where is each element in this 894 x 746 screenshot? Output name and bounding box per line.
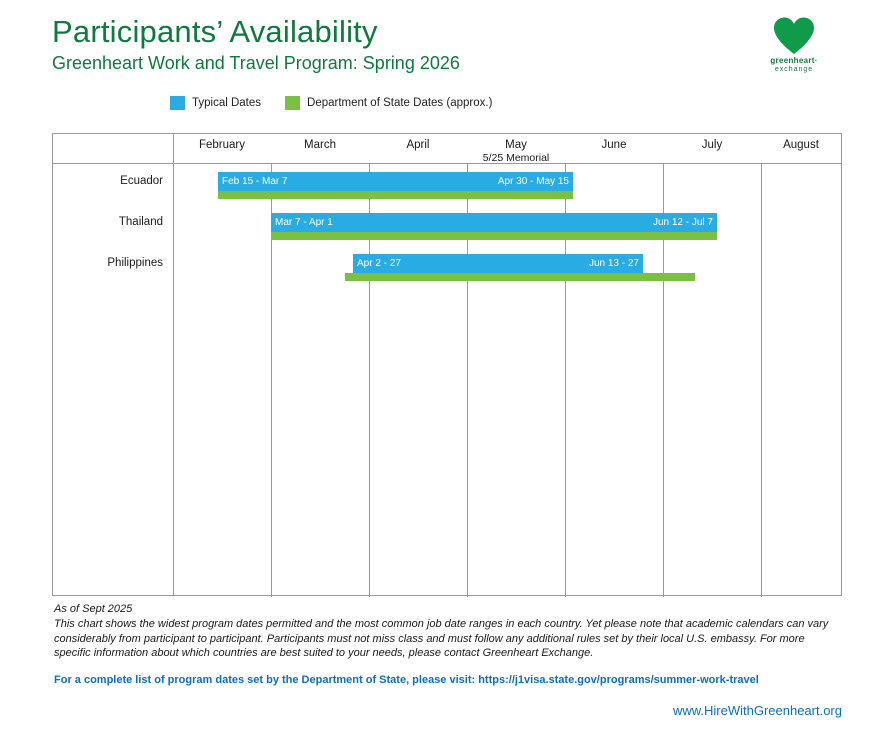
gridline-august — [761, 164, 762, 597]
disclaimer-text: This chart shows the widest program dates permitted and the most common job date ranges in each country. Yet please note that academic calendars can vary considerably from participant to participant. Participants must not miss class and must follow any additional rules set by their local U.S. embassy. For more specific information about which countries are best suited to your needs, please contact Greenheart Exchange. — [54, 618, 829, 659]
bar-dos-thailand — [271, 232, 717, 240]
chart-legend — [170, 96, 510, 110]
column-header-june: June — [601, 139, 627, 151]
bar-start-label-ecuador: Feb 15 - Mar 7 — [222, 176, 288, 187]
availability-gantt-chart — [52, 133, 842, 596]
bar-dos-philippines — [345, 273, 695, 281]
row-label-thailand: Thailand — [118, 216, 163, 228]
chart-footnotes — [54, 602, 844, 687]
page-subtitle: Greenheart Work and Travel Program: Spring 2026 — [52, 53, 460, 73]
page-title: Participants’ Availability — [52, 14, 378, 49]
column-header-february: February — [198, 139, 246, 151]
row-label-ecuador: Ecuador — [120, 175, 163, 187]
bar-start-label-thailand: Mar 7 - Apr 1 — [275, 217, 333, 228]
heart-icon — [746, 16, 842, 56]
bar-end-label-ecuador: Apr 30 - May 15 — [497, 176, 569, 187]
column-header-march: March — [304, 139, 336, 151]
greenheart-logo — [746, 16, 842, 78]
website-link[interactable]: www.HireWithGreenheart.org — [672, 703, 842, 718]
legend-label-typical: Typical Dates — [192, 97, 262, 109]
legend-item-typical — [170, 96, 261, 110]
bar-start-label-philippines: Apr 2 - 27 — [357, 258, 401, 269]
bar-typical-thailand — [271, 213, 717, 232]
bar-end-label-thailand: Jun 12 - Jul 7 — [652, 217, 713, 228]
as-of-date: As of Sept 2025 — [54, 603, 133, 615]
row-label-philippines: Philippines — [107, 257, 163, 269]
column-header-may: May 5/25 Memorial — [467, 134, 565, 164]
legend-swatch-typical — [170, 96, 185, 110]
bar-end-label-philippines: Jun 13 - 27 — [588, 258, 639, 269]
column-header-april: April — [406, 139, 430, 151]
gridline-label-col — [173, 134, 174, 595]
page-header — [52, 14, 842, 84]
bar-typical-philippines — [353, 254, 643, 273]
column-header-may-note: 5/25 Memorial — [482, 152, 550, 164]
logo-brand-name: greenheart· — [770, 56, 818, 65]
logo-brand-subname: exchange — [774, 66, 814, 73]
legend-item-dos — [285, 96, 492, 110]
chart-column-header-row — [53, 134, 841, 164]
legend-label-dos: Department of State Dates (approx.) — [307, 97, 493, 109]
column-header-july: July — [701, 139, 723, 151]
legend-swatch-dos — [285, 96, 300, 110]
bar-typical-ecuador — [218, 172, 573, 191]
dos-program-dates-link[interactable]: For a complete list of program dates set by the Department of State, please visit: https://j1visa.state.gov/programs/summer-work-travel — [54, 673, 759, 686]
column-header-august: August — [783, 139, 819, 151]
bar-dos-ecuador — [218, 191, 573, 199]
